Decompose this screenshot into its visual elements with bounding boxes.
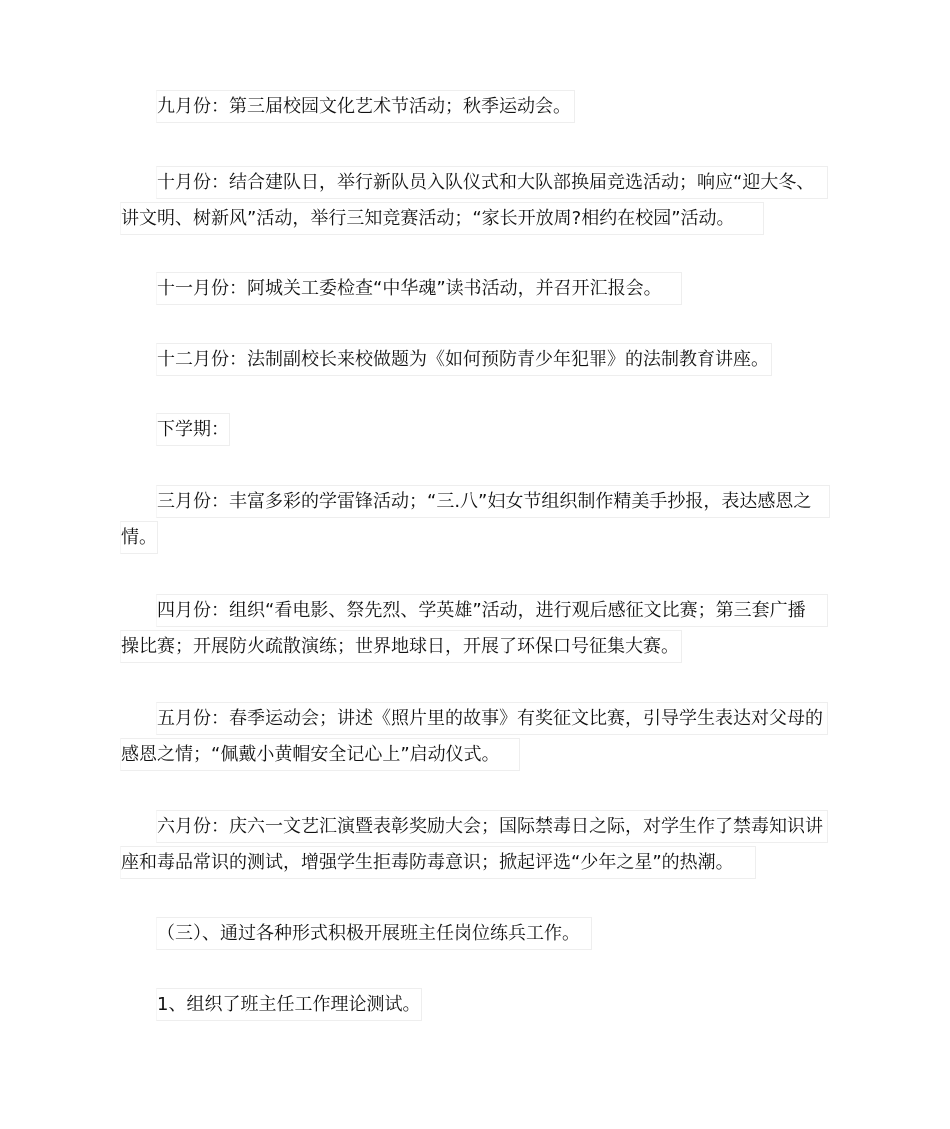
paragraph-line: 十一月份：阿城关工委检查“中华魂”读书活动，并召开汇报会。 <box>156 272 682 305</box>
paragraph-line: 十二月份：法制副校长来校做题为《如何预防青少年犯罪》的法制教育讲座。 <box>156 343 772 376</box>
paragraph-line: 情。 <box>120 521 158 554</box>
section-heading: （三）、通过各种形式积极开展班主任岗位练兵工作。 <box>156 917 592 950</box>
paragraph-line: 座和毒品常识的测试，增强学生拒毒防毒意识；掀起评选“少年之星”的热潮。 <box>120 846 756 879</box>
paragraph-line: 1、组织了班主任工作理论测试。 <box>156 988 422 1021</box>
paragraph-line: 六月份：庆六一文艺汇演暨表彰奖励大会；国际禁毒日之际，对学生作了禁毒知识讲 <box>156 810 828 843</box>
paragraph-line: 五月份：春季运动会；讲述《照片里的故事》有奖征文比赛，引导学生表达对父母的 <box>156 702 828 735</box>
paragraph-line: 感恩之情；“佩戴小黄帽安全记心上”启动仪式。 <box>120 738 520 771</box>
paragraph-line: 九月份：第三届校园文化艺术节活动；秋季运动会。 <box>156 90 575 123</box>
paragraph-line: 操比赛；开展防火疏散演练；世界地球日，开展了环保口号征集大赛。 <box>120 630 682 663</box>
paragraph-line: 四月份：组织“看电影、祭先烈、学英雄”活动，进行观后感征文比赛；第三套广播 <box>156 594 828 627</box>
paragraph-line: 十月份：结合建队日，举行新队员入队仪式和大队部换届竞选活动；响应“迎大冬、 <box>156 166 828 199</box>
paragraph-heading: 下学期： <box>156 413 230 446</box>
paragraph-line: 三月份：丰富多彩的学雷锋活动；“三.八”妇女节组织制作精美手抄报，表达感恩之 <box>156 485 830 518</box>
paragraph-line: 讲文明、树新风”活动，举行三知竞赛活动；“家长开放周?相约在校园”活动。 <box>120 202 764 235</box>
